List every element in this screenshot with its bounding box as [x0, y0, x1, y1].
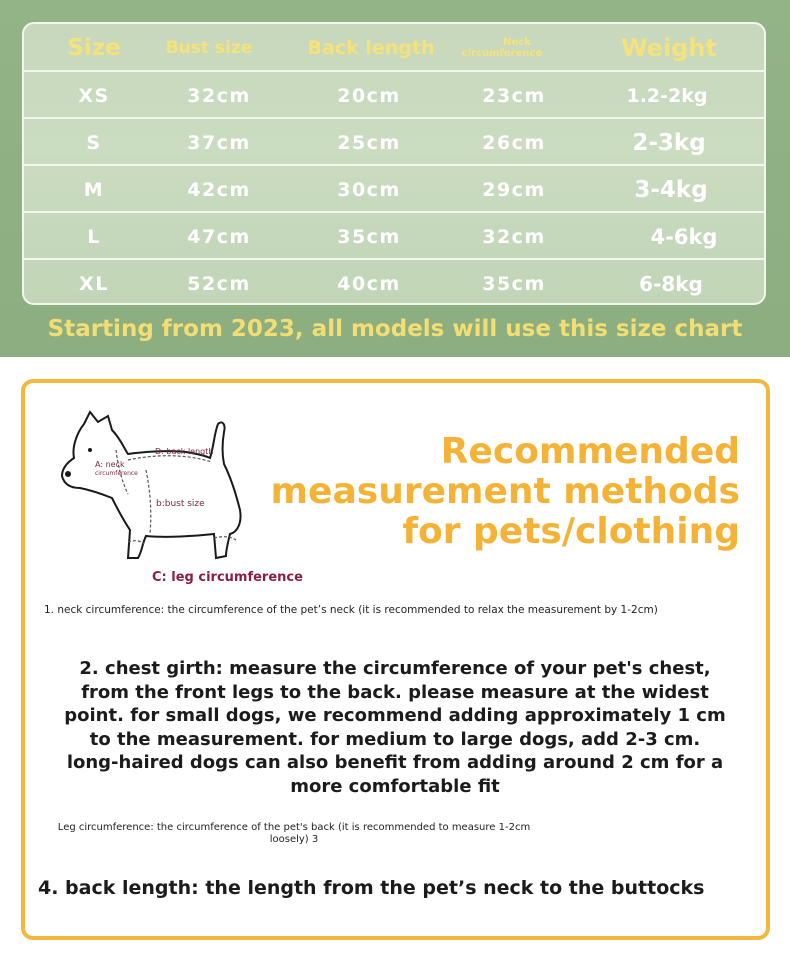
leg-instruction — [44, 822, 544, 846]
dog-outline — [62, 412, 241, 558]
cell-neck: 26cm — [482, 131, 546, 154]
cell-back: 30cm — [337, 178, 401, 201]
chest-girth-instruction — [36, 657, 754, 798]
dog-nose — [65, 471, 71, 477]
cell-neck: 35cm — [482, 272, 546, 295]
instruction-line: point. for small dogs, we recommend adding approximately 1 cm — [64, 705, 726, 726]
instruction-line: from the front legs to the back. please measure at the widest — [81, 681, 709, 703]
table-row — [24, 119, 764, 166]
dog-measurement-diagram — [46, 410, 276, 570]
cell-bust: 32cm — [187, 84, 251, 107]
title-line: Recommended — [440, 431, 740, 472]
cell-back: 40cm — [337, 272, 401, 295]
header-neck-line2: circumference — [461, 47, 543, 59]
cell-weight: 1.2-2kg — [626, 84, 708, 107]
cell-bust: 47cm — [187, 225, 251, 248]
header-size: Size — [67, 34, 121, 61]
cell-size: XL — [79, 272, 109, 295]
cell-weight: 2-3kg — [632, 129, 706, 156]
neck-label — [95, 460, 138, 478]
cell-size: S — [86, 131, 102, 154]
dog-eye — [88, 448, 92, 452]
bust-size-label: b:bust size — [156, 499, 205, 509]
title-line: measurement methods — [270, 471, 740, 512]
table-header-row — [24, 24, 764, 71]
instruction-line: loosely) 3 — [269, 834, 319, 845]
cell-weight: 3-4kg — [634, 176, 708, 203]
instruction-line: long-haired dogs can also benefit from adding around 2 cm for a — [66, 752, 724, 773]
measurement-title — [270, 432, 740, 552]
header-neck-circumference — [452, 24, 552, 71]
cell-size: M — [83, 178, 105, 201]
header-weight: Weight — [621, 33, 717, 62]
cell-bust: 37cm — [187, 131, 251, 154]
table-row — [24, 72, 764, 119]
instruction-line: to the measurement. for medium to large dogs, add 2-3 cm. — [89, 728, 701, 750]
cell-bust: 52cm — [187, 272, 251, 295]
neck-instruction: 1. neck circumference: the circumference of the pet’s neck (it is recommended to relax the measurement by 1-2cm) — [44, 604, 658, 616]
cell-neck: 32cm — [482, 225, 546, 248]
cell-weight: 6-8kg — [639, 271, 703, 296]
neck-label-line2: circumference — [95, 470, 138, 477]
cell-back: 25cm — [337, 131, 401, 154]
header-back-length: Back length — [307, 36, 435, 59]
cell-weight: 4-6kg — [650, 224, 718, 249]
instruction-line: 2. chest girth: measure the circumference of your pet's chest, — [79, 658, 711, 679]
size-chart-panel — [0, 0, 790, 357]
size-table — [22, 22, 766, 305]
neck-label-line1: A: neck — [95, 460, 125, 469]
cell-back: 20cm — [337, 84, 401, 107]
cell-size: L — [87, 225, 101, 248]
cell-back: 35cm — [337, 225, 401, 248]
cell-size: XS — [78, 84, 110, 107]
cell-bust: 42cm — [187, 178, 251, 201]
header-bust-size: Bust size — [165, 37, 253, 58]
leg-circumference-caption: C: leg circumference — [152, 570, 303, 585]
table-row — [24, 213, 764, 260]
table-row — [24, 260, 764, 307]
back-length-instruction: 4. back length: the length from the pet’s neck to the buttocks — [38, 877, 705, 899]
title-line: for pets/clothing — [402, 511, 740, 552]
table-row — [24, 166, 764, 213]
size-chart-footer-note: Starting from 2023, all models will use this size chart — [47, 316, 743, 342]
back-length-label: D: back length — [155, 447, 214, 456]
instruction-line: more comfortable fit — [290, 775, 500, 797]
cell-neck: 23cm — [482, 84, 546, 107]
instruction-line: Leg circumference: the circumference of the pet's back (it is recommended to measure 1-2cm — [57, 822, 531, 833]
cell-neck: 29cm — [482, 178, 546, 201]
header-neck-line1: Neck — [503, 36, 531, 48]
